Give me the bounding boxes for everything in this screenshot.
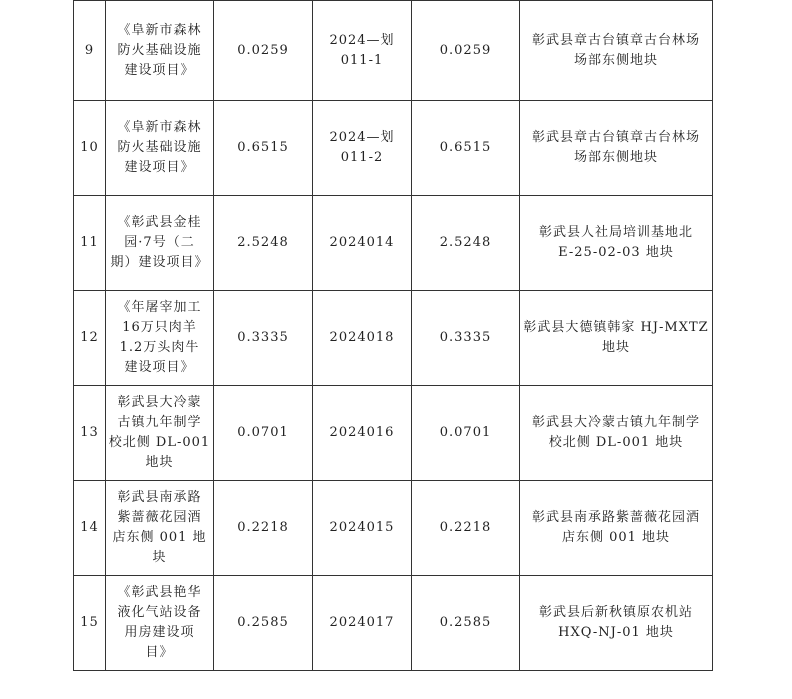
project-name-line: 《彰武县金桂	[117, 215, 202, 230]
location-cell	[520, 481, 713, 576]
code-line: 011-2	[340, 150, 384, 165]
code-line: 2024014	[329, 235, 395, 250]
code-cell	[313, 386, 412, 481]
project-name-line: 建设项目》	[124, 360, 195, 375]
project-name-line: 防火基础设施	[117, 140, 202, 155]
code-cell	[313, 576, 412, 671]
project-name-cell	[106, 1, 214, 101]
project-name-cell	[106, 101, 214, 196]
project-name-cell	[106, 196, 214, 291]
location-line: 彰武县章古台镇章古台林场	[531, 32, 700, 48]
project-name-line: 液化气站设备	[117, 605, 202, 620]
project-name-line: 彰武县大冷蒙	[117, 395, 202, 410]
area-cell: 0.6515	[214, 101, 313, 196]
project-name-line: 目》	[145, 645, 174, 660]
code-line: 2024—划	[329, 130, 395, 145]
table-row	[74, 576, 713, 671]
row-number: 12	[74, 291, 106, 386]
location-line: 彰武县大德镇韩家 HJ-MXTZ	[523, 320, 709, 335]
project-name-line: 园·7号（二	[124, 235, 195, 250]
code-line: 2024018	[329, 330, 395, 345]
table-row	[74, 101, 713, 196]
project-name-cell	[106, 291, 214, 386]
land-parcel-table	[73, 0, 713, 671]
code-line: 2024015	[329, 520, 395, 535]
location-line: 彰武县后新秋镇原农机站	[538, 605, 693, 620]
project-name-line: 防火基础设施	[117, 42, 202, 58]
row-number: 9	[74, 1, 106, 101]
location-line: 地块	[601, 340, 630, 355]
project-name-line: 紫蔷薇花园酒	[117, 510, 202, 525]
area-cell-2: 0.0701	[412, 386, 520, 481]
area-cell: 2.5248	[214, 196, 313, 291]
project-name-cell	[106, 576, 214, 671]
project-name-line: 《年屠宰加工	[117, 300, 202, 315]
code-line: 2024—划	[329, 32, 395, 48]
project-name-line: 1.2万头肉牛	[119, 340, 200, 355]
row-number: 11	[74, 196, 106, 291]
location-line: 彰武县章古台镇章古台林场	[531, 130, 700, 145]
code-cell	[313, 1, 412, 101]
location-line: 店东侧 001 地块	[561, 530, 671, 545]
project-name-line: 建设项目》	[124, 62, 195, 78]
project-name-line: 用房建设项	[124, 625, 195, 640]
area-cell: 0.0259	[214, 1, 313, 101]
location-cell	[520, 291, 713, 386]
location-cell	[520, 196, 713, 291]
location-cell	[520, 101, 713, 196]
row-number: 13	[74, 386, 106, 481]
code-line: 2024016	[329, 425, 395, 440]
area-cell-2: 0.0259	[412, 1, 520, 101]
table-row	[74, 481, 713, 576]
table-row	[74, 291, 713, 386]
area-cell-2: 0.2585	[412, 576, 520, 671]
location-cell	[520, 386, 713, 481]
project-name-line: 地块	[145, 455, 174, 470]
code-cell	[313, 291, 412, 386]
location-cell	[520, 576, 713, 671]
code-cell	[313, 196, 412, 291]
code-cell	[313, 101, 412, 196]
table-row	[74, 196, 713, 291]
project-name-line: 彰武县南承路	[117, 490, 202, 505]
location-line: HXQ-NJ-01 地块	[558, 625, 674, 640]
area-cell-2: 0.2218	[412, 481, 520, 576]
project-name-cell	[106, 386, 214, 481]
row-number: 15	[74, 576, 106, 671]
project-name-cell	[106, 481, 214, 576]
location-line: 彰武县南承路紫蔷薇花园酒	[531, 510, 700, 525]
location-line: 场部东侧地块	[573, 52, 658, 68]
project-name-line: 店东侧 001 地	[112, 530, 207, 545]
area-cell: 0.3335	[214, 291, 313, 386]
area-cell: 0.2218	[214, 481, 313, 576]
location-line: E-25-02-03 地块	[558, 245, 674, 260]
table-row	[74, 386, 713, 481]
project-name-line: 《彰武县艳华	[117, 585, 202, 600]
project-name-line: 古镇九年制学	[117, 415, 202, 430]
code-cell	[313, 481, 412, 576]
project-name-line: 16万只肉羊	[122, 320, 197, 335]
location-cell	[520, 1, 713, 101]
code-line: 011-1	[340, 52, 384, 68]
area-cell: 0.0701	[214, 386, 313, 481]
location-line: 彰武县人社局培训基地北	[538, 225, 693, 240]
project-name-line: 期）建设项目》	[110, 255, 209, 270]
project-name-line: 《阜新市森林	[117, 22, 202, 38]
project-name-line: 块	[152, 550, 167, 565]
area-cell: 0.2585	[214, 576, 313, 671]
code-line: 2024017	[329, 615, 395, 630]
row-number: 14	[74, 481, 106, 576]
location-line: 彰武县大冷蒙古镇九年制学	[531, 415, 700, 430]
table-row	[74, 1, 713, 101]
area-cell-2: 0.6515	[412, 101, 520, 196]
project-name-line: 建设项目》	[124, 160, 195, 175]
area-cell-2: 2.5248	[412, 196, 520, 291]
project-name-line: 《阜新市森林	[117, 120, 202, 135]
location-line: 场部东侧地块	[573, 150, 658, 165]
area-cell-2: 0.3335	[412, 291, 520, 386]
project-name-line: 校北侧 DL-001	[108, 435, 211, 450]
row-number: 10	[74, 101, 106, 196]
location-line: 校北侧 DL-001 地块	[548, 435, 684, 450]
